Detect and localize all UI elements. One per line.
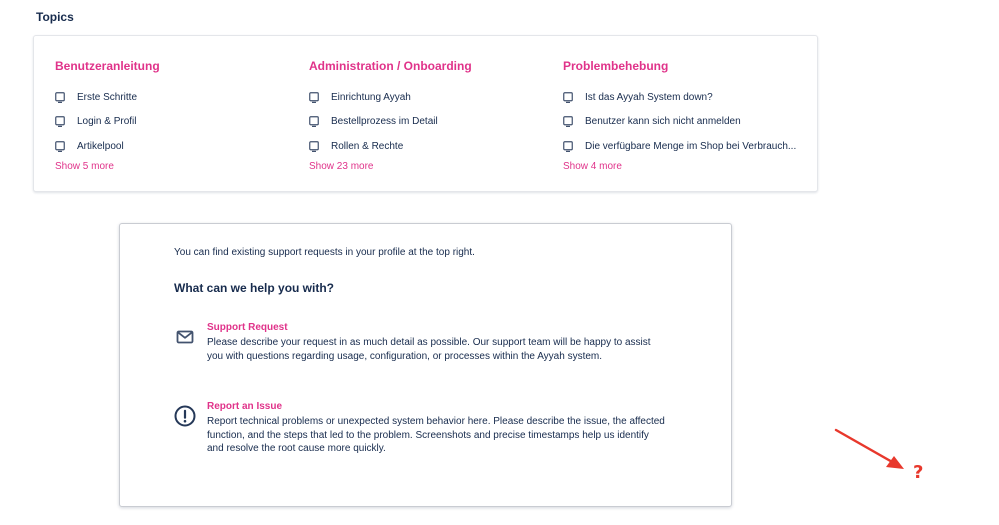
topic-column-administration	[309, 58, 549, 172]
topic-article-label: Login & Profil	[77, 116, 137, 128]
topic-article-link[interactable]	[309, 134, 549, 159]
option-body	[207, 401, 667, 456]
option-description: Report technical problems or unexpected system behavior here. Please describe the issue, the affected function, and the steps that led to the problem. Screenshots and precise timestamps help us identify and resolve the root cause more quickly.	[207, 416, 665, 454]
topic-article-link[interactable]	[309, 85, 549, 110]
show-more-link[interactable]: Show 4 more	[563, 160, 622, 172]
info-text: You can find existing support requests in your profile at the top right.	[174, 247, 475, 258]
document-icon	[309, 92, 319, 103]
topic-article-label: Rollen & Rechte	[331, 140, 404, 152]
topic-article-label: Die verfügbare Menge im Shop bei Verbrauch...	[585, 140, 797, 152]
document-icon	[309, 141, 319, 152]
request-type-card	[119, 223, 732, 507]
alert-circle-icon	[174, 405, 198, 429]
topic-list	[309, 85, 549, 159]
topic-article-link[interactable]	[563, 110, 803, 135]
request-type-support-request[interactable]	[174, 322, 667, 363]
request-type-report-issue[interactable]	[174, 401, 667, 456]
topic-article-link[interactable]	[55, 110, 295, 135]
option-body	[207, 322, 667, 363]
topic-article-link[interactable]	[563, 85, 803, 110]
document-icon	[55, 92, 65, 103]
topic-list	[563, 85, 803, 159]
help-question-icon[interactable]: ?	[913, 462, 924, 483]
topic-article-label: Einrichtung Ayyah	[331, 91, 411, 103]
topic-list	[55, 85, 295, 159]
document-icon	[309, 116, 319, 127]
topic-article-label: Artikelpool	[77, 140, 124, 152]
show-more-link[interactable]: Show 5 more	[55, 160, 114, 172]
option-description: Please describe your request in as much detail as possible. Our support team will be happy to assist you with questions regarding usage, configuration, or processes within the Ayyah system.	[207, 337, 651, 362]
topic-article-label: Benutzer kann sich nicht anmelden	[585, 116, 741, 128]
topic-article-label: Ist das Ayyah System down?	[585, 91, 713, 103]
topic-title-link[interactable]: Administration / Onboarding	[309, 59, 472, 73]
topics-heading: Topics	[36, 10, 74, 24]
show-more-link[interactable]: Show 23 more	[309, 160, 374, 172]
topic-column-problembehebung	[563, 58, 803, 172]
topic-title-link[interactable]: Problembehebung	[563, 59, 669, 73]
topics-card	[33, 35, 818, 192]
document-icon	[563, 116, 573, 127]
topic-article-label: Erste Schritte	[77, 91, 138, 103]
topic-article-link[interactable]	[563, 134, 803, 159]
annotation-arrow-icon	[830, 425, 910, 475]
option-title: Support Request	[207, 322, 288, 333]
topic-article-label: Bestellprozess im Detail	[331, 116, 438, 128]
help-heading: What can we help you with?	[174, 281, 335, 295]
topic-title-link[interactable]: Benutzeranleitung	[55, 59, 160, 73]
topic-article-link[interactable]	[55, 134, 295, 159]
document-icon	[563, 92, 573, 103]
topic-article-link[interactable]	[309, 110, 549, 135]
topic-article-link[interactable]	[55, 85, 295, 110]
document-icon	[563, 141, 573, 152]
option-title: Report an Issue	[207, 401, 283, 412]
envelope-icon	[174, 326, 198, 350]
document-icon	[55, 116, 65, 127]
topic-column-benutzeranleitung	[55, 58, 295, 172]
document-icon	[55, 141, 65, 152]
